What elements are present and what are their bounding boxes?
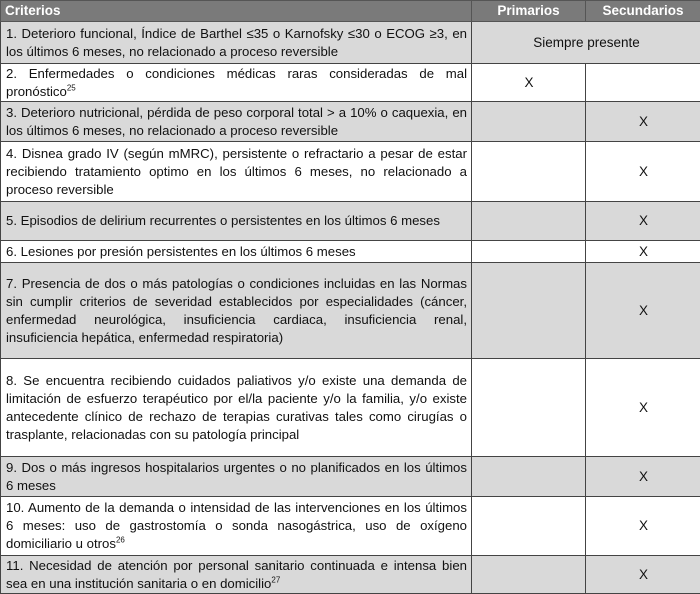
header-primarios: Primarios bbox=[472, 1, 586, 22]
criterion-text: 5. Episodios de delirium recurrentes o persistentes en los últimos 6 meses bbox=[1, 202, 472, 241]
primario-mark bbox=[472, 457, 586, 497]
footnote-ref: 26 bbox=[116, 536, 125, 545]
table-row bbox=[1, 457, 700, 497]
primario-mark bbox=[472, 263, 586, 359]
primario-mark bbox=[472, 497, 586, 556]
table-row bbox=[1, 22, 700, 64]
table-row bbox=[1, 497, 700, 556]
table-row bbox=[1, 263, 700, 359]
criterion-text: 2. Enfermedades o condiciones médicas raras consideradas de mal pronóstico$^{25}$ bbox=[1, 64, 472, 102]
primario-mark bbox=[472, 202, 586, 241]
secundario-mark: X bbox=[586, 359, 700, 457]
criterion-text: 1. Deterioro funcional, Índice de Barthel ≤35 o Karnofsky ≤30 o ECOG ≥3, en los últimos 6 meses, no relacionado a proceso reversible bbox=[1, 22, 472, 64]
table-row bbox=[1, 359, 700, 457]
primario-mark bbox=[472, 556, 586, 594]
table-row bbox=[1, 556, 700, 594]
secundario-mark: X bbox=[586, 497, 700, 556]
primario-mark bbox=[472, 102, 586, 142]
header-secundarios: Secundarios bbox=[586, 1, 700, 22]
primario-mark: X bbox=[472, 64, 586, 102]
primario-mark bbox=[472, 142, 586, 202]
secundario-mark: X bbox=[586, 102, 700, 142]
criterion-text: 9. Dos o más ingresos hospitalarios urgentes o no planificados en los últimos 6 meses bbox=[1, 457, 472, 497]
secundario-mark: X bbox=[586, 241, 700, 263]
always-present-cell: Siempre presente bbox=[472, 22, 700, 64]
primario-mark bbox=[472, 359, 586, 457]
table-row bbox=[1, 64, 700, 102]
criterion-text: 4. Disnea grado IV (según mMRC), persistente o refractario a pesar de estar recibiendo tratamiento optimo en los últimos 6 meses, no relacionado a proceso reversible bbox=[1, 142, 472, 202]
table-row bbox=[1, 241, 700, 263]
table-row bbox=[1, 102, 700, 142]
table-row bbox=[1, 202, 700, 241]
secundario-mark: X bbox=[586, 457, 700, 497]
secundario-mark: X bbox=[586, 556, 700, 594]
criterion-text: 3. Deterioro nutricional, pérdida de peso corporal total > a 10% o caquexia, en los últimos 6 meses, no relacionado a proceso reversible bbox=[1, 102, 472, 142]
secundario-mark bbox=[586, 64, 700, 102]
criterion-text: 6. Lesiones por presión persistentes en los últimos 6 meses bbox=[1, 241, 472, 263]
criterion-text: 11. Necesidad de atención por personal sanitario continuada e intensa bien sea en una institución sanitaria o en domicilio$^{27}$ bbox=[1, 556, 472, 594]
secundario-mark: X bbox=[586, 142, 700, 202]
footnote-ref: 25 bbox=[67, 83, 76, 92]
table-row bbox=[1, 142, 700, 202]
secundario-mark: X bbox=[586, 263, 700, 359]
footnote-ref: 27 bbox=[271, 575, 280, 584]
primario-mark bbox=[472, 241, 586, 263]
criterion-text: 10. Aumento de la demanda o intensidad de las intervenciones en los últimos 6 meses: uso de gastrostomía o sonda nasogástrica, uso de oxígeno domiciliario u otros$^{26}$ bbox=[1, 497, 472, 556]
header-row bbox=[1, 1, 700, 22]
header-criterios: Criterios bbox=[1, 1, 472, 22]
criterion-text: 8. Se encuentra recibiendo cuidados paliativos y/o existe una demanda de limitación de esfuerzo terapéutico por el/la paciente y/o la familia, y/o existe antecedente clínico de rechazo de terapias curativas tales como cirugías o trasplante, relacionadas con su patología principal bbox=[1, 359, 472, 457]
criterion-text: 7. Presencia de dos o más patologías o condiciones incluidas en las Normas sin cumplir criterios de severidad establecidos por especialidades (cáncer, enfermedad neurológica, insuficiencia cardiaca, insuficiencia renal, insuficiencia hepática, enfermedad respiratoria) bbox=[1, 263, 472, 359]
secundario-mark: X bbox=[586, 202, 700, 241]
